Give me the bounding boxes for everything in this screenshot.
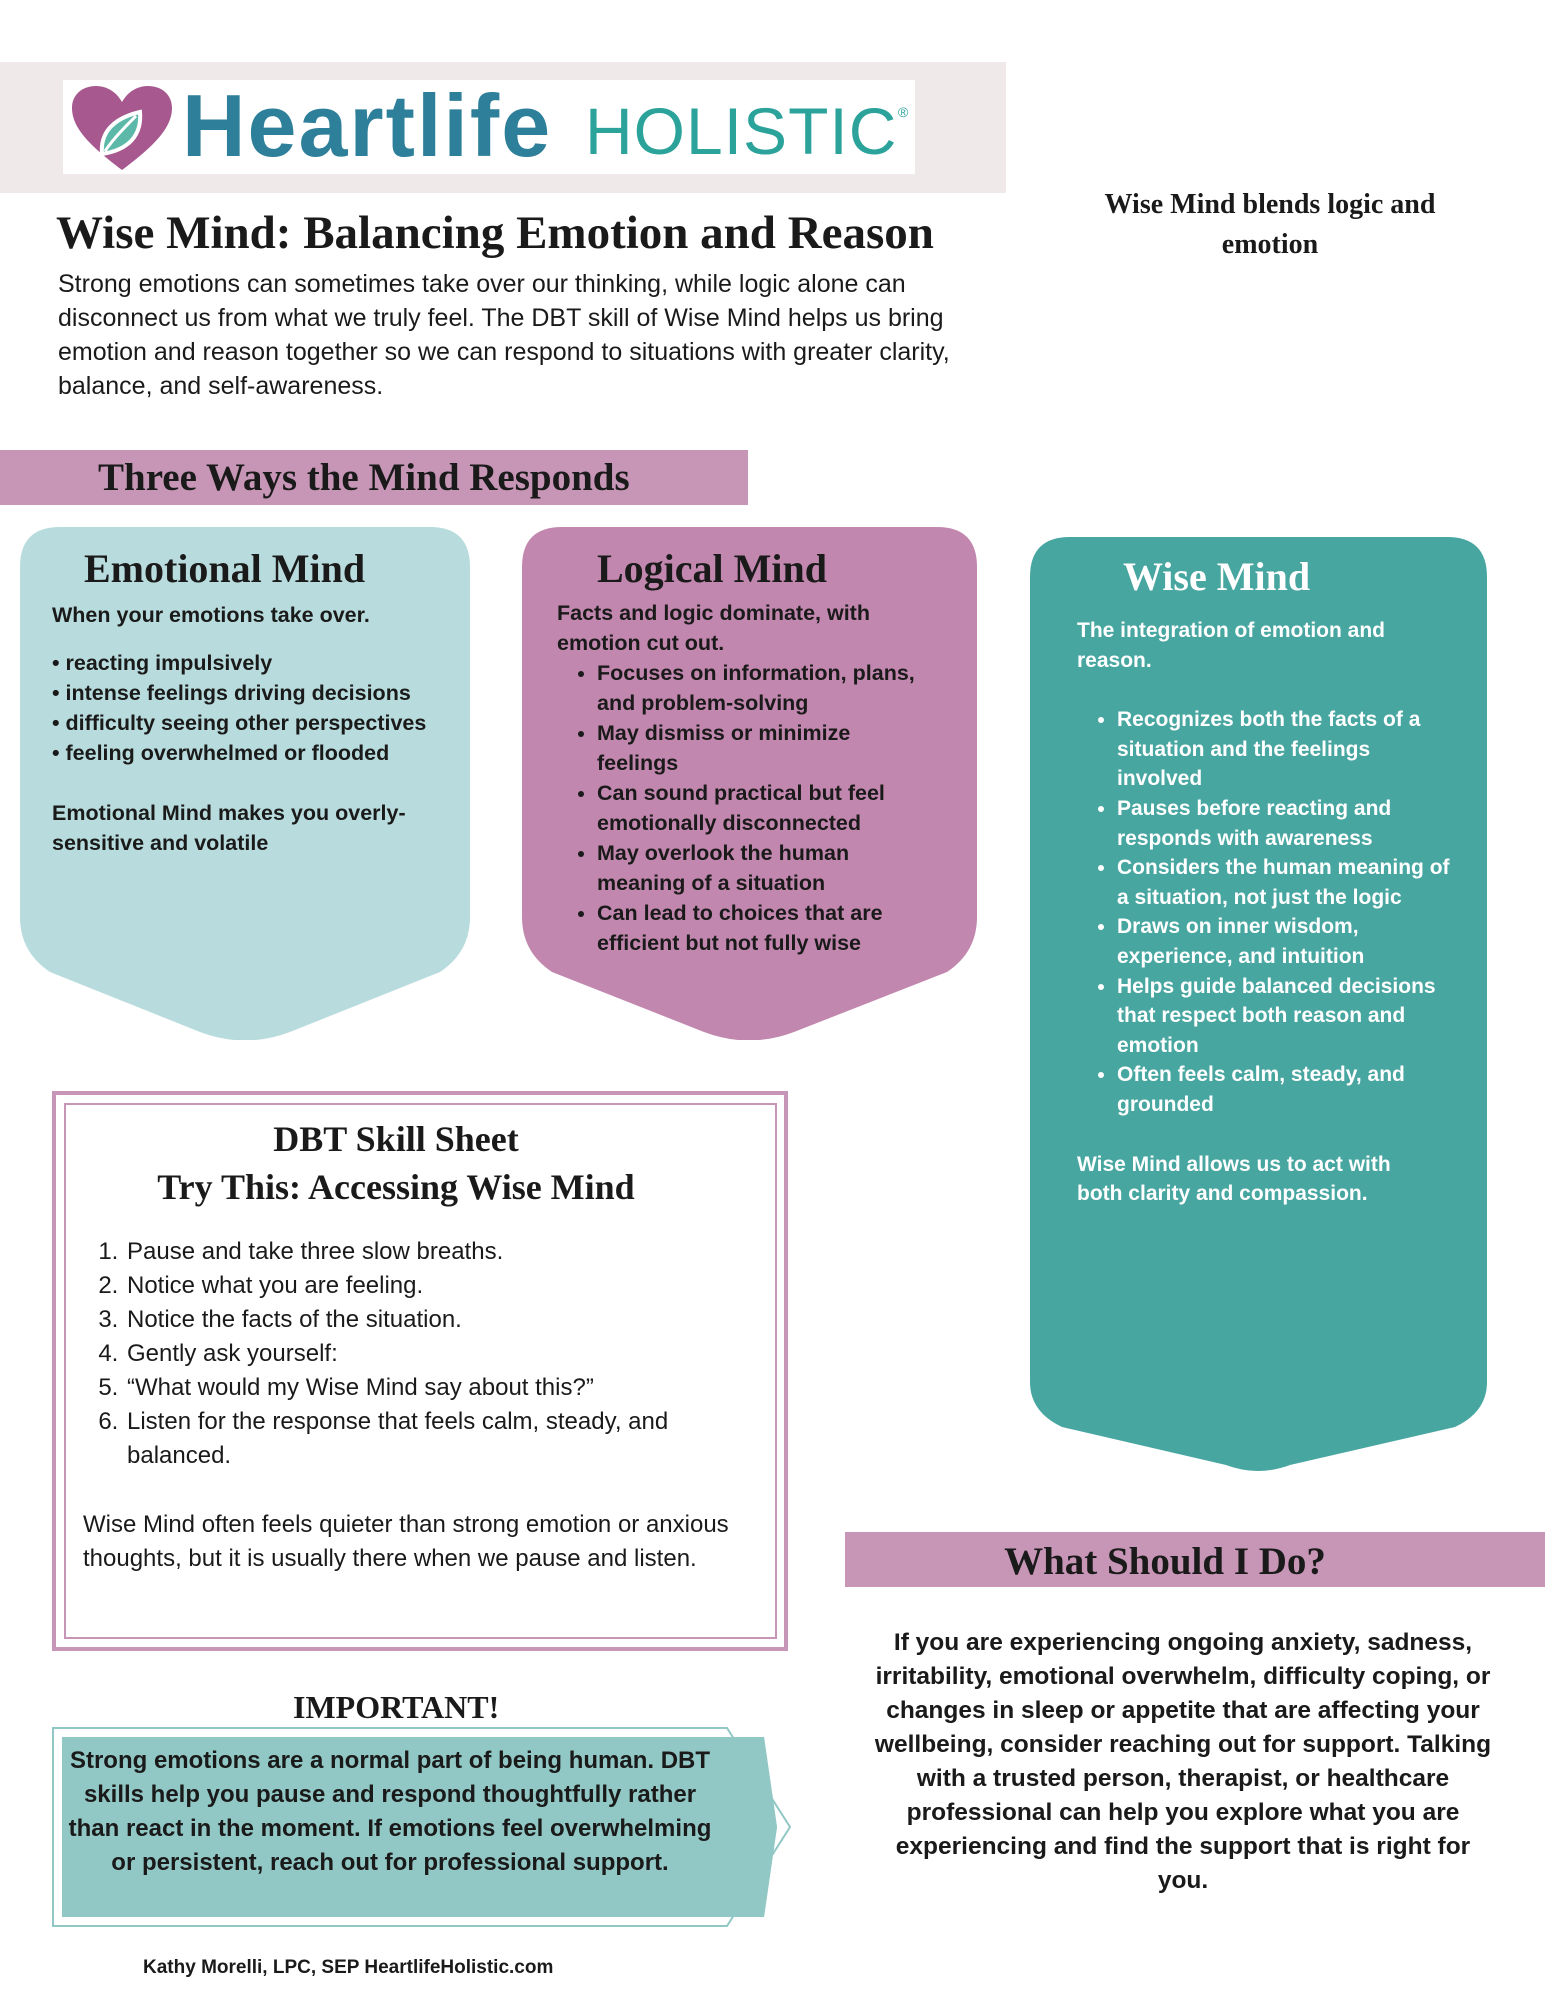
emotional-bullets [52, 648, 452, 768]
skill-step: 4. Gently ask yourself: [125, 1337, 765, 1371]
logical-bullet: • Can sound practical but feel emotionally disconnected [597, 778, 932, 838]
wise-bullet: • Pauses before reacting and responds with awareness [1117, 794, 1457, 853]
skill-step: 3. Notice the facts of the situation. [125, 1303, 765, 1337]
logical-bullet: • May dismiss or minimize feelings [597, 718, 932, 778]
logical-bullet: • Focuses on information, plans, and problem-solving [597, 658, 932, 718]
logical-bullet: • May overlook the human meaning of a situation [597, 838, 932, 898]
emotional-mind-content [52, 544, 452, 858]
emotional-bullet: • difficulty seeing other perspectives [52, 711, 427, 735]
important-text: Strong emotions are a normal part of being human. DBT skills help you pause and respond thoughtfully rather than react in the moment. If emotions feel overwhelming or persistent, reach out for professional support. [68, 1747, 712, 1876]
page-title: Wise Mind: Balancing Emotion and Reason [56, 207, 934, 259]
footer-credit: Kathy Morelli, LPC, SEP HeartlifeHolistic.com [143, 1957, 554, 1978]
wise-mind-content [1077, 552, 1457, 1209]
wise-bullet: • Helps guide balanced decisions that respect both reason and emotion [1117, 972, 1457, 1061]
skill-sheet-heading [66, 1115, 726, 1211]
skill-steps-list [100, 1235, 765, 1473]
emotional-bullet: • feeling overwhelmed or flooded [52, 741, 390, 765]
registered-mark: ® [898, 104, 909, 120]
logical-mind-subtitle: Facts and logic dominate, with emotion cut out. [557, 601, 870, 655]
emotional-bullet: • intense feelings driving decisions [52, 681, 411, 705]
wise-mind-title: Wise Mind [1123, 554, 1311, 599]
skill-step: 1. Pause and take three slow breaths. [125, 1235, 765, 1269]
wise-bullet: • Draws on inner wisdom, experience, and intuition [1117, 912, 1457, 971]
brand-suffix: HOLISTIC [585, 94, 898, 168]
side-note: Wise Mind blends logic and emotion [1104, 189, 1436, 260]
wise-bullets [1077, 705, 1457, 1119]
logical-bullets [557, 658, 932, 958]
what-to-do-title: What Should I Do? [1004, 1540, 1326, 1583]
logical-mind-content [557, 544, 957, 958]
logical-mind-title: Logical Mind [597, 546, 828, 591]
wise-bullet: • Recognizes both the facts of a situation and the feelings involved [1117, 705, 1457, 794]
brand-name: Heartlife [182, 76, 553, 175]
what-to-do-text: If you are experiencing ongoing anxiety, sadness, irritability, emotional overwhelm, difficulty coping, or changes in sleep or appetite that are affecting your wellbeing, consider reaching out for support. Talking with a trusted person, therapist, or healthcare professional can help you explore what you are experiencing and find the support that is right for you. [874, 1629, 1492, 1894]
wise-bullet: • Often feels calm, steady, and grounded [1117, 1060, 1457, 1119]
skill-sheet-title: DBT Skill Sheet [273, 1119, 519, 1159]
intro-paragraph: Strong emotions can sometimes take over our thinking, while logic alone can disconnect us from what we truly feel. The DBT skill of Wise Mind helps us bring emotion and reason together so we can respond to situations with greater clarity, balance, and self-awareness. [58, 270, 950, 400]
heart-leaf-logo-icon [70, 84, 174, 172]
skill-step: 5. “What would my Wise Mind say about this?” [125, 1371, 765, 1405]
wise-mind-closing: Wise Mind allows us to act with both clarity and compassion. [1077, 1152, 1391, 1206]
skill-sheet-note: Wise Mind often feels quieter than strong emotion or anxious thoughts, but it is usually there when we pause and listen. [83, 1511, 729, 1572]
emotional-mind-subtitle: When your emotions take over. [52, 603, 370, 627]
skill-step: 6. Listen for the response that feels calm, steady, and balanced. [125, 1405, 765, 1473]
wise-bullet: • Considers the human meaning of a situation, not just the logic [1117, 853, 1457, 912]
emotional-mind-closing: Emotional Mind makes you overly-sensitive and volatile [52, 801, 406, 855]
skill-sheet-subtitle: Try This: Accessing Wise Mind [157, 1167, 635, 1207]
skill-step: 2. Notice what you are feeling. [125, 1269, 765, 1303]
important-title: IMPORTANT! [293, 1689, 500, 1725]
wise-mind-subtitle: The integration of emotion and reason. [1077, 619, 1385, 672]
emotional-bullet: • reacting impulsively [52, 651, 273, 675]
logical-bullet: • Can lead to choices that are efficient but not fully wise [597, 898, 932, 958]
section-heading: Three Ways the Mind Responds [98, 456, 630, 499]
emotional-mind-title: Emotional Mind [84, 546, 366, 591]
